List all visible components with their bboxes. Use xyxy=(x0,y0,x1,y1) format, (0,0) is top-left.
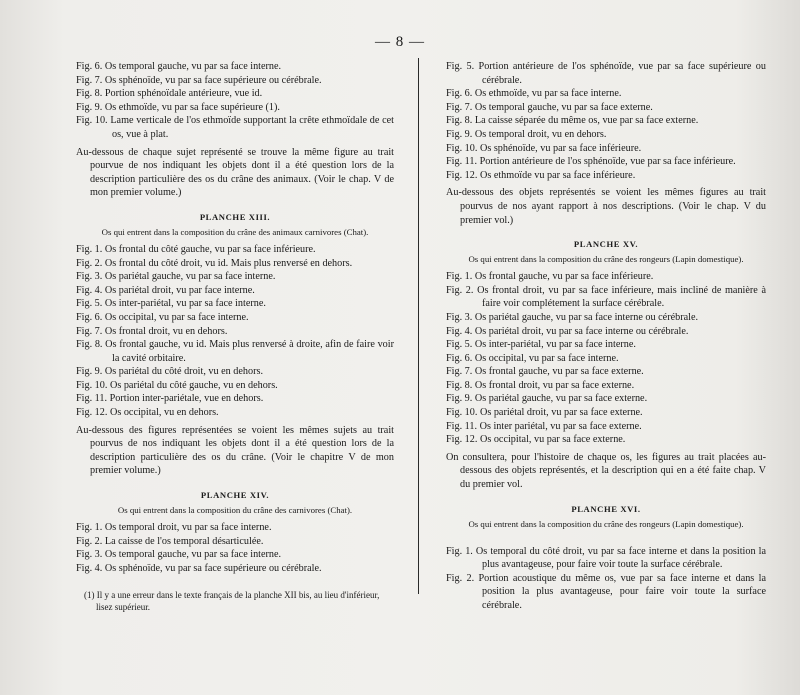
fig-line: Fig. 5. Os inter-pariétal, vu par sa face interne. xyxy=(76,298,266,310)
paragraph: Au-dessous des figures représentées se voient les mêmes sujets au trait pourvus de nos indiquant les objets dont il a été question lors de la description particulière des os du crâne. (Voir le chapitre V de mon premier volume.) xyxy=(76,424,394,477)
fig-line: Fig. 9. Os pariétal gauche, vu par sa face externe. xyxy=(446,393,648,405)
fig-line: Fig. 8. Os frontal droit, vu par sa face externe. xyxy=(446,379,635,391)
plate-subheading: Os qui entrent dans la composition du crâne des rongeurs (Lapin domestique). xyxy=(468,518,744,529)
fig-line: Fig. 1. Os temporal du côté droit, vu par sa face interne et dans la position la plus avantageuse, pour faire voir toute la surface cérébrale. xyxy=(446,545,766,571)
plate-subheading: Os qui entrent dans la composition du crâne des animaux carnivores (Chat). xyxy=(101,226,369,237)
plate-subheading: Os qui entrent dans la composition du crâne des rongeurs (Lapin domestique). xyxy=(468,254,744,265)
plate-heading: PLANCHE XV. xyxy=(573,239,639,250)
fig-line: Fig. 6. Os occipital, vu par sa face interne. xyxy=(446,352,619,364)
fig-line: Fig. 7. Os frontal droit, vu en dehors. xyxy=(76,325,228,337)
plate-heading: PLANCHE XIV. xyxy=(200,490,270,501)
fig-line: Fig. 2. Os frontal du côté droit, vu id. Mais plus renversé en dehors. xyxy=(76,257,353,269)
fig-line: Fig. 3. Os pariétal gauche, vu par sa face interne ou cérébrale. xyxy=(446,311,699,323)
fig-line: Fig. 4. Os pariétal droit, vu par face interne. xyxy=(76,284,255,296)
fig-line: Fig. 9. Os temporal droit, vu en dehors. xyxy=(446,128,607,140)
plate-heading: PLANCHE XIII. xyxy=(199,211,271,222)
fig-line: Fig. 7. Os temporal gauche, vu par sa face externe. xyxy=(446,101,653,113)
fig-line: Fig. 3. Os pariétal gauche, vu par sa face interne. xyxy=(76,271,276,283)
fig-line: Fig. 4. Os pariétal droit, vu par sa face interne ou cérébrale. xyxy=(446,325,689,337)
fig-line: Fig. 7. Os frontal gauche, vu par sa face externe. xyxy=(446,366,644,378)
fig-line: Fig. 8. Portion sphénoïdale antérieure, vue id. xyxy=(76,88,263,100)
fig-line: Fig. 8. Os frontal gauche, vu id. Mais plus renversé à droite, afin de faire voir la cavité orbitaire. xyxy=(76,339,394,364)
fig-line: Fig. 3. Os temporal gauche, vu par sa face interne. xyxy=(76,549,282,561)
fig-line: Fig. 11. Os inter pariétal, vu par sa face externe. xyxy=(446,420,642,432)
fig-line: Fig. 10. Os pariétal droit, vu par sa face externe. xyxy=(446,407,643,419)
fig-line: Fig. 6. Os ethmoïde, vu par sa face interne. xyxy=(446,88,622,100)
plate-subheading: Os qui entrent dans la composition du crâne des carnivores (Chat). xyxy=(117,505,353,516)
fig-line: Fig. 6. Os temporal gauche, vu par sa face interne. xyxy=(76,61,282,72)
paragraph: On consultera, pour l'histoire de chaque os, les figures au trait placées au-dessous des objets représentés, et la description qui en a été faite chap. V du premier vol. xyxy=(446,451,766,491)
left-column xyxy=(76,60,394,613)
plate-heading: PLANCHE XVI. xyxy=(571,503,641,514)
fig-line: Fig. 9. Os ethmoïde, vu par sa face supérieure (1). xyxy=(76,101,280,113)
fig-line: Fig. 11. Portion inter-pariétale, vue en dehors. xyxy=(76,393,264,405)
fig-line: Fig. 12. Os occipital, vu en dehors. xyxy=(76,407,219,419)
spacer xyxy=(446,535,766,545)
fig-line: Fig. 7. Os sphénoïde, vu par sa face supérieure ou cérébrale. xyxy=(76,74,322,86)
fig-line: Fig. 2. Portion acoustique du même os, vue par sa face interne et dans la position la plus avantageuse, pour faire voir toute la surface cérébrale. xyxy=(446,572,766,611)
fig-line: Fig. 11. Portion antérieure de l'os sphénoïde, vue par sa face inférieure. xyxy=(446,156,736,168)
fig-line: Fig. 1. Os temporal droit, vu par sa face interne. xyxy=(76,522,272,534)
column-divider xyxy=(418,58,419,594)
fig-line: Fig. 1. Os frontal gauche, vu par sa face inférieure. xyxy=(446,271,654,283)
paragraph: Au-dessous de chaque sujet représenté se trouve la même figure au trait pourvue de nos indiquant les objets dont il a été question lors de la description particulière des os du crâne des animaux. (Voir le chap. V de mon premier volume.) xyxy=(76,146,394,199)
fig-line: Fig. 10. Os sphénoïde, vu par sa face inférieure. xyxy=(446,142,642,154)
paragraph: Au-dessous des objets représentés se voient les mêmes figures au trait pourvus de nos ayant rapport à nos descriptions. (Voir le chap. V du premier vol.) xyxy=(446,187,766,226)
fig-line: Fig. 5. Portion antérieure de l'os sphénoïde, vue par sa face supérieure ou cérébrale. xyxy=(446,61,766,86)
fig-line: Fig. 2. La caisse de l'os temporal désarticulée. xyxy=(76,535,264,547)
page-number: — 8 — xyxy=(375,34,425,50)
fig-line: Fig. 9. Os pariétal du côté droit, vu en dehors. xyxy=(76,366,264,378)
fig-line: Fig. 8. La caisse séparée du même os, vue par sa face externe. xyxy=(446,115,699,127)
fig-line: Fig. 4. Os sphénoïde, vu par sa face supérieure ou cérébrale. xyxy=(76,562,322,574)
fig-line: Fig. 12. Os occipital, vu par sa face externe. xyxy=(446,434,626,446)
fig-line: Fig. 10. Lame verticale de l'os ethmoïde supportant la crête ethmoïdale de cet os, vue à plat. xyxy=(76,115,394,140)
fig-line: Fig. 10. Os pariétal du côté gauche, vu en dehors. xyxy=(76,379,278,391)
fig-line: Fig. 6. Os occipital, vu par sa face interne. xyxy=(76,311,249,323)
fig-line: Fig. 2. Os frontal droit, vu par sa face inférieure, mais incliné de manière à faire voir complétement la surface cérébrale. xyxy=(446,284,766,310)
footnote: (1) Il y a une erreur dans le texte français de la planche XII bis, au lieu d'inférieur, lisez supérieur. xyxy=(84,590,380,613)
fig-line: Fig. 1. Os frontal du côté gauche, vu par sa face inférieure. xyxy=(76,243,316,255)
fig-line: Fig. 5. Os inter-pariétal, vu par sa face interne. xyxy=(446,339,636,351)
right-column xyxy=(446,60,766,613)
fig-line: Fig. 12. Os ethmoïde vu par sa face inférieure. xyxy=(446,169,636,181)
